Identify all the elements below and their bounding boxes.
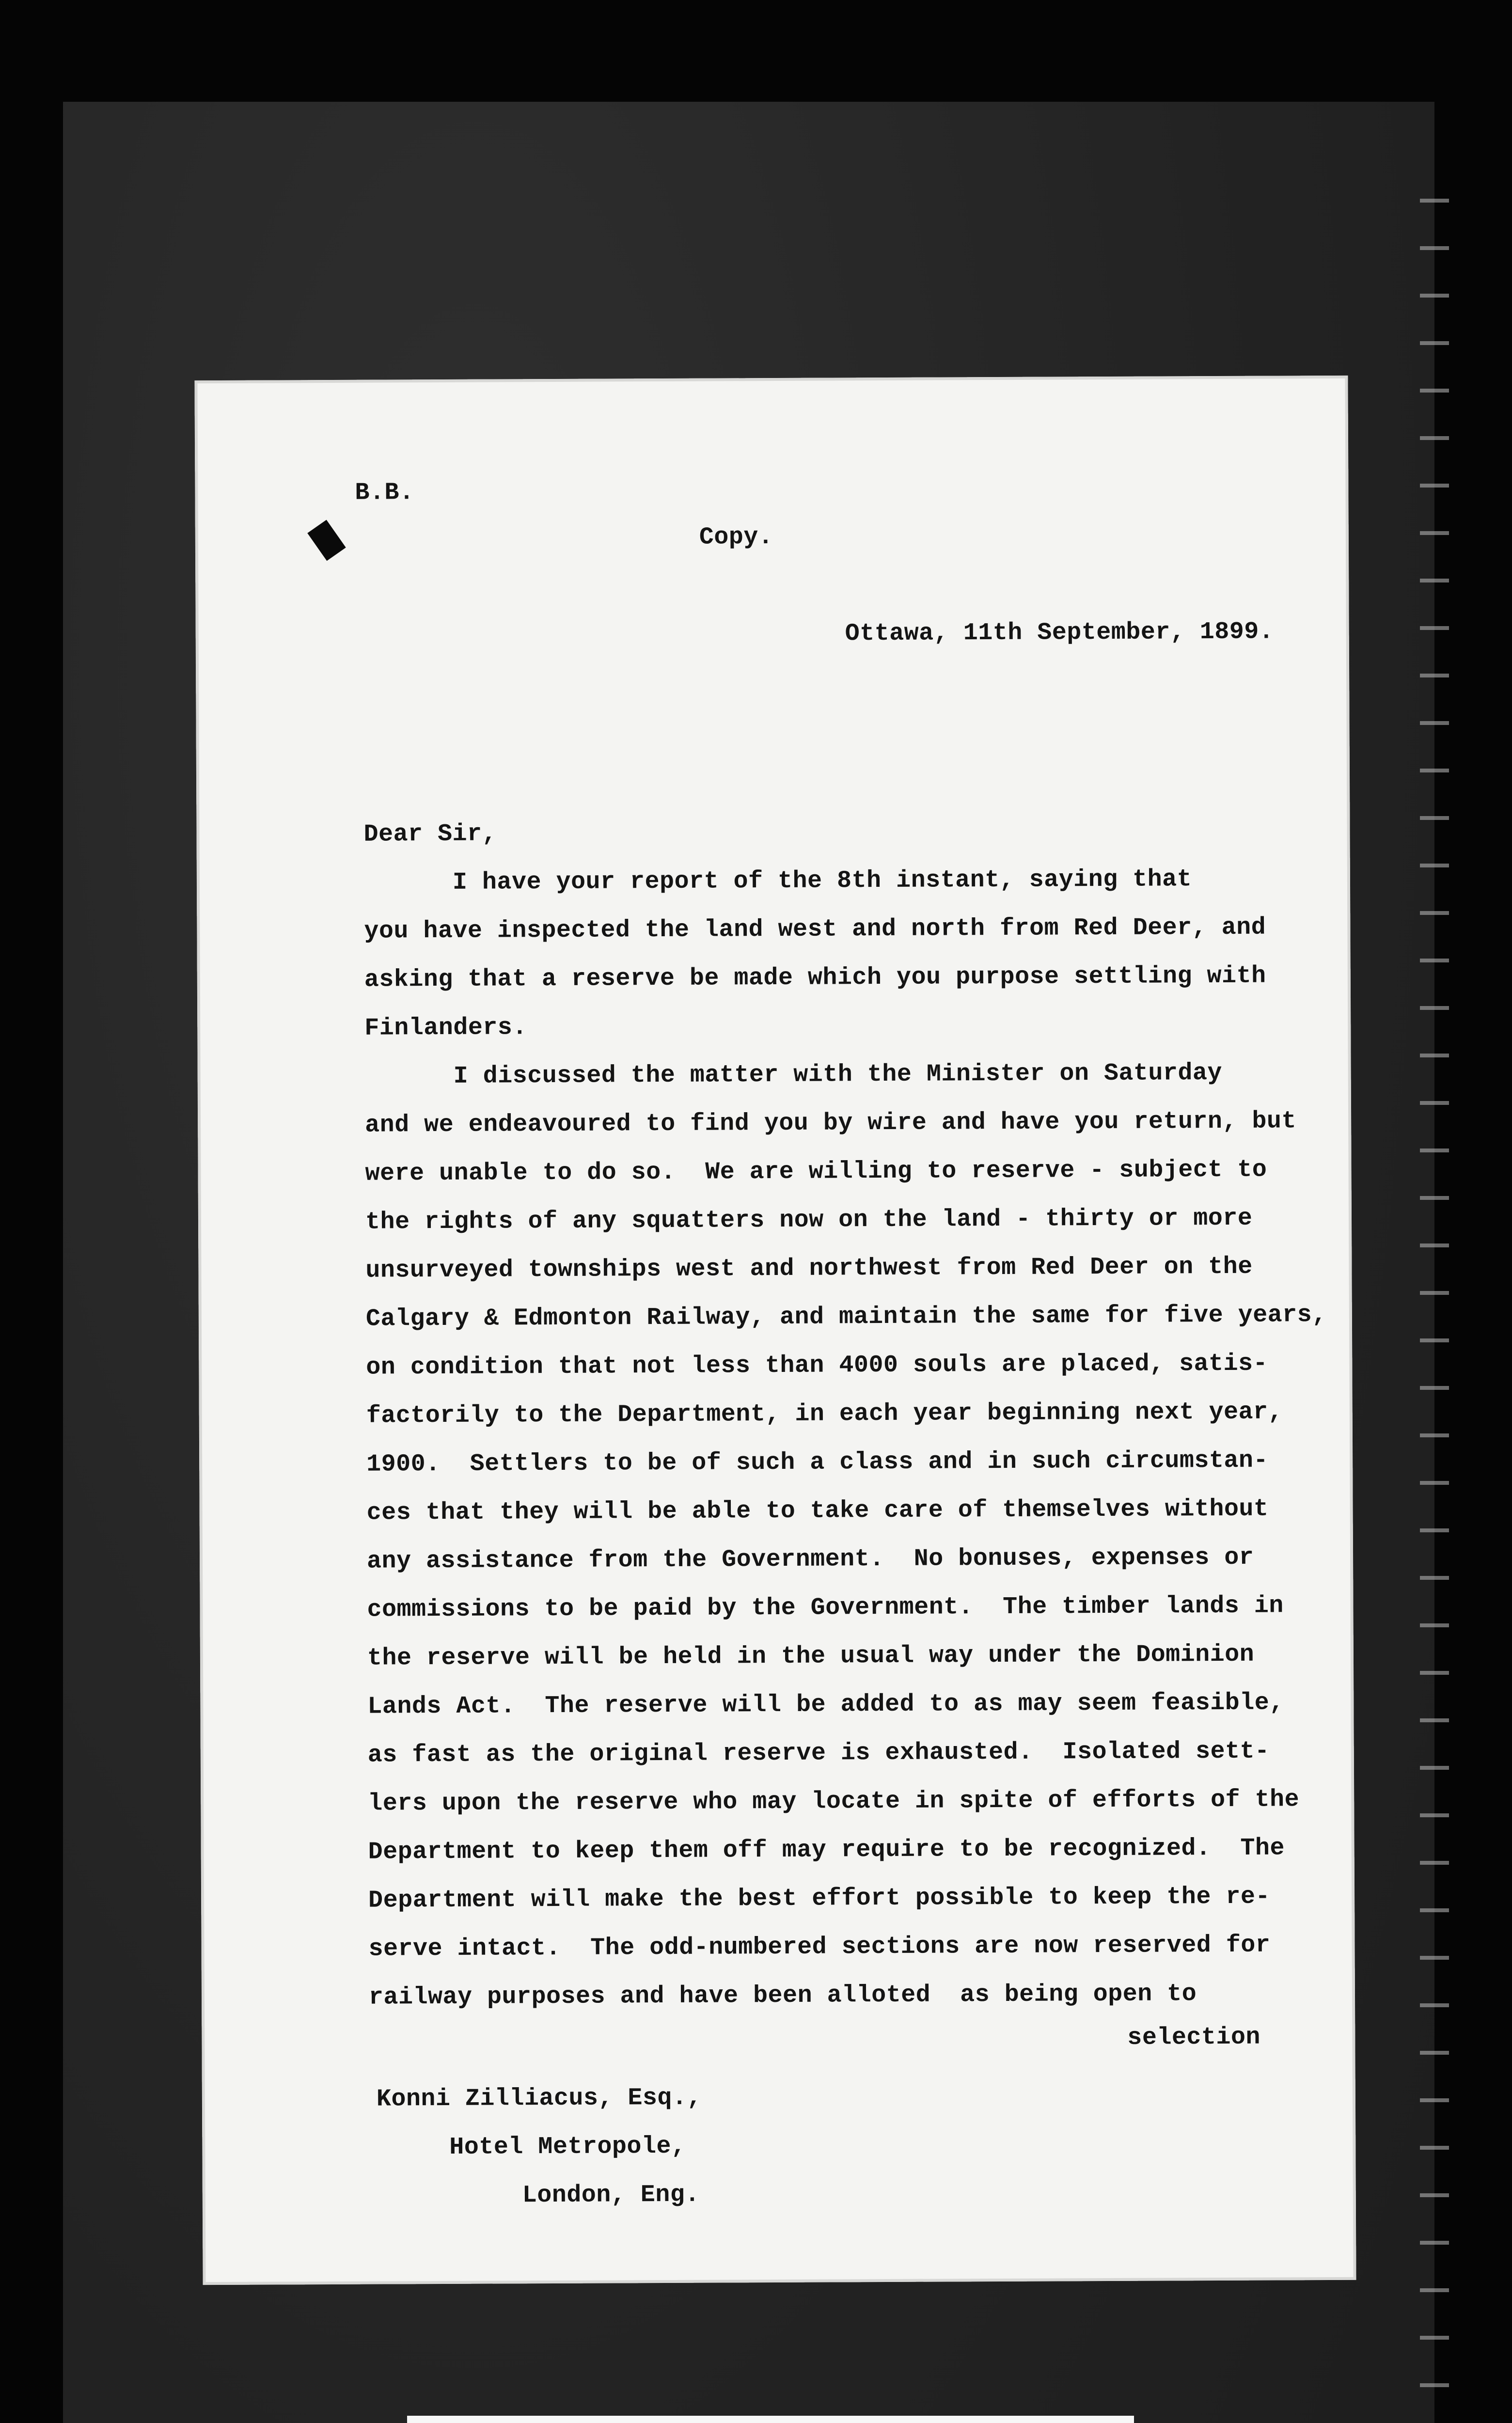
body-line: as fast as the original reserve is exhausted. Isolated sett- — [367, 1737, 1270, 1769]
catchword: selection — [1127, 2023, 1261, 2052]
body-line: the rights of any squatters now on the land - thirty or more — [365, 1204, 1253, 1236]
body-line: Department to keep them off may require to be recognized. The — [368, 1834, 1285, 1866]
body-line: any assistance from the Government. No bonuses, expenses or — [366, 1543, 1254, 1575]
body-line: Lands Act. The reserve will be added to as may seem feasible, — [367, 1689, 1284, 1721]
body-line: railway purposes and have been alloted as being open to — [368, 1980, 1197, 2012]
body-line: serve intact. The odd-numbered sections are now reserved for — [368, 1931, 1271, 1963]
letter-salutation: Dear Sir, — [363, 820, 497, 849]
film-edge-marks — [1420, 155, 1449, 2423]
body-line: factorily to the Department, in each year beginning next year, — [366, 1398, 1283, 1430]
body-line: I have your report of the 8th instant, saying that — [363, 865, 1192, 897]
body-line: ces that they will be able to take care of themselves without — [366, 1495, 1269, 1527]
addressee-line: Hotel Metropole, — [449, 2132, 686, 2161]
body-line: asking that a reserve be made which you purpose settling with — [364, 962, 1266, 994]
body-line: 1900. Settlers to be of such a class and in such circumstan- — [366, 1447, 1269, 1479]
body-line: on condition that not less than 4000 souls are placed, satis- — [366, 1350, 1268, 1382]
addressee-line: Konni Zilliacus, Esq., — [376, 2084, 702, 2113]
body-line: Finlanders. — [364, 1014, 527, 1042]
body-line: and we endeavoured to find you by wire and have you return, but — [365, 1107, 1297, 1139]
body-line: I discussed the matter with the Minister on Saturday — [364, 1059, 1223, 1091]
body-line: lers upon the reserve who may locate in spite of efforts of the — [368, 1786, 1300, 1818]
body-line: Department will make the best effort possible to keep the re- — [368, 1883, 1271, 1915]
body-line: commissions to be paid by the Government. The timber lands in — [367, 1592, 1284, 1624]
letter-sheet — [194, 376, 1356, 2285]
body-line: the reserve will be held in the usual way under the Dominion — [367, 1640, 1255, 1672]
body-line: you have inspected the land west and north from Red Deer, and — [364, 913, 1266, 945]
body-line: Calgary & Edmonton Railway, and maintain the same for five years, — [365, 1301, 1327, 1333]
archive-citation-strip — [407, 2416, 1134, 2423]
body-line: were unable to do so. We are willing to reserve - subject to — [365, 1156, 1267, 1188]
addressee-line: London, Eng. — [522, 2181, 700, 2210]
letter-dateline: Ottawa, 11th September, 1899. — [845, 618, 1274, 648]
letter-heading: Copy. — [699, 523, 773, 551]
letter-initials: B.B. — [355, 479, 414, 507]
body-line: unsurveyed townships west and northwest from Red Deer on the — [365, 1253, 1253, 1285]
